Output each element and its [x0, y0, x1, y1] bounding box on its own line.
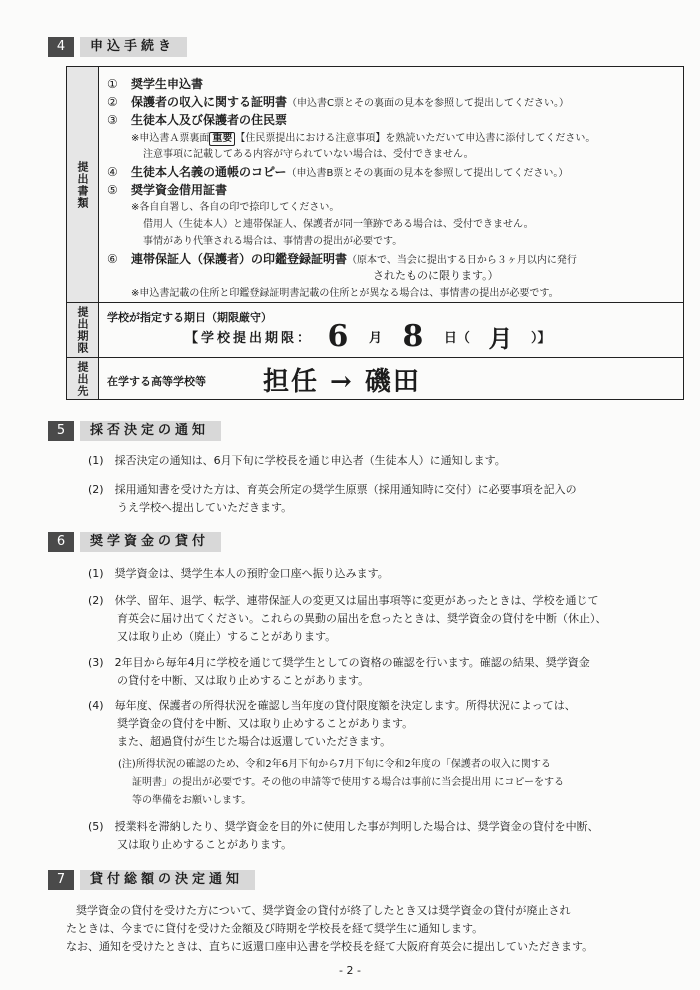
sec6-para-5b: 又は取り止めすることがあります。 — [117, 838, 293, 851]
label-destination: 提出先 — [67, 358, 98, 399]
doc-item-5-note-3: 事情があり代筆される場合は、事情書の提出が必要です。 — [143, 236, 403, 247]
doc-item-3-note-2: 注意事項に記載してある内容が守られていない場合は、受付できません。 — [143, 149, 474, 160]
sec6-note-3: 等の準備をお願いします。 — [132, 795, 252, 806]
doc-item-5-note-1: ※各自自署し、各自の印で捺印してください。 — [131, 202, 340, 213]
sec6-para-1: (1) 奨学資金は、奨学生本人の預貯金口座へ振り込みます。 — [88, 567, 389, 580]
sec6-para-2c: 又は取り止め（廃止）することがあります。 — [117, 630, 337, 643]
sec6-para-4a: (4) 毎年度、保護者の所得状況を確認し当年度の貸付限度額を決定します。所得状況によっては、 — [88, 699, 576, 712]
sec5-para-2a: (2) 採用通知書を受けた方は、育英会所定の奨学生原票（採用通知時に交付）に必要事項を記入の — [88, 483, 577, 496]
label-submit-docs: 提出書類 — [67, 67, 98, 302]
doc-item-2: ② 保護者の収入に関する証明書（申込書C票とその裏面の見本を参照して提出してください。） — [107, 95, 569, 109]
label-deadline: 提出期限 — [67, 303, 98, 357]
destination-label: 在学する高等学校等 — [107, 375, 206, 388]
sec6-para-2a: (2) 休学、留年、退学、転学、連帯保証人の変更又は届出事項等に変更があったときは、学校を通じて — [88, 594, 599, 607]
deadline-day: 8 — [402, 319, 424, 354]
doc-item-1: ① 奨学生申込書 — [107, 77, 204, 91]
deadline-month: 6 — [327, 319, 349, 354]
destination-handwritten: 担任 → 磯田 — [263, 367, 421, 397]
sec7-line-3: なお、通知を受けたときは、直ちに返還口座申込書を学校長を経て大阪府育英会に提出していただきます。 — [66, 940, 594, 953]
sec6-para-2b: 育英会に届け出てください。これらの異動の届出を怠ったときは、奨学資金の貸付を中断（休止）、 — [117, 612, 607, 625]
section-title: 奨学資金の貸付 — [80, 532, 221, 552]
sec6-note-2: 証明書」の提出が必要です。その他の申請等で使用する場合は事前に当会提出用 にコピーをする — [132, 777, 564, 788]
sec6-para-4b: 奨学資金の貸付を中断、又は取り止めすることがあります。 — [117, 717, 414, 730]
doc-item-5: ⑤ 奨学資金借用証書 — [107, 183, 228, 197]
section-number: 5 — [48, 421, 74, 441]
section-number: 7 — [48, 870, 74, 890]
deadline-weekday: 月 — [488, 324, 513, 353]
section-title: 申込手続き — [80, 37, 187, 57]
doc-item-3-note: ※申込書Ａ票裏面 重要 【住民票提出における注意事項】を熟読いただいて申込書に添付してください。 — [131, 133, 596, 144]
deadline-value: 【学校提出期限： 6 月 8 日（ 月 ）】 — [185, 319, 551, 354]
sec6-para-4c: また、超過貸付が生じた場合は返還していただきます。 — [117, 735, 392, 748]
section-number: 4 — [48, 37, 74, 57]
doc-item-4: ④ 生徒本人名義の通帳のコピー（申込書B票とその裏面の見本を参照して提出してください。） — [107, 165, 569, 179]
doc-item-6-line-2: されたものに限ります。） — [373, 269, 499, 282]
sec7-line-2: たときは、今までに貸付を受けた金額及び時期を学校長を経て奨学生に通知します。 — [66, 922, 484, 935]
sec6-para-3b: の貸付を中断、又は取り止めすることがあります。 — [117, 674, 370, 687]
important-badge: 重要 — [209, 132, 235, 146]
doc-item-6-note: ※申込書記載の住所と印鑑登録証明書記載の住所とが異なる場合は、事情書の提出が必要です。 — [131, 288, 559, 299]
application-procedure-table — [66, 66, 684, 400]
sec7-line-1: 奨学資金の貸付を受けた方について、奨学資金の貸付が終了したとき又は奨学資金の貸付が廃止され — [76, 904, 571, 917]
section-number: 6 — [48, 532, 74, 552]
sec5-para-1: (1) 採否決定の通知は、6月下旬に学校長を通じ申込者（生徒本人）に通知します。 — [88, 454, 506, 467]
doc-item-5-note-2: 借用人（生徒本人）と連帯保証人、保護者が同一筆跡である場合は、受付できません。 — [143, 219, 534, 230]
sec5-para-2b: うえ学校へ提出していただきます。 — [117, 501, 293, 514]
section-title: 貸付総額の決定通知 — [80, 870, 255, 890]
section-title: 採否決定の通知 — [80, 421, 221, 441]
deadline-title: 学校が指定する期日（期限厳守） — [107, 311, 272, 324]
sec6-note-1: (注)所得状況の確認のため、令和2年6月下旬から7月下旬に令和2年度の「保護者の収入に関する — [118, 759, 551, 770]
sec6-para-5a: (5) 授業料を滞納したり、奨学資金を目的外に使用した事が判明した場合は、奨学資金の貸付を中断、 — [88, 820, 599, 833]
doc-item-6: ⑥ 連帯保証人（保護者）の印鑑登録証明書（原本で、当会に提出する日から３ヶ月以内に発行 — [107, 252, 577, 266]
doc-item-3: ③ 生徒本人及び保護者の住民票 — [107, 113, 288, 127]
page-number: - 2 - — [339, 964, 361, 977]
sec6-para-3a: (3) 2年目から毎年4月に学校を通じて奨学生としての資格の確認を行います。確認の結果、奨学資金 — [88, 656, 590, 669]
